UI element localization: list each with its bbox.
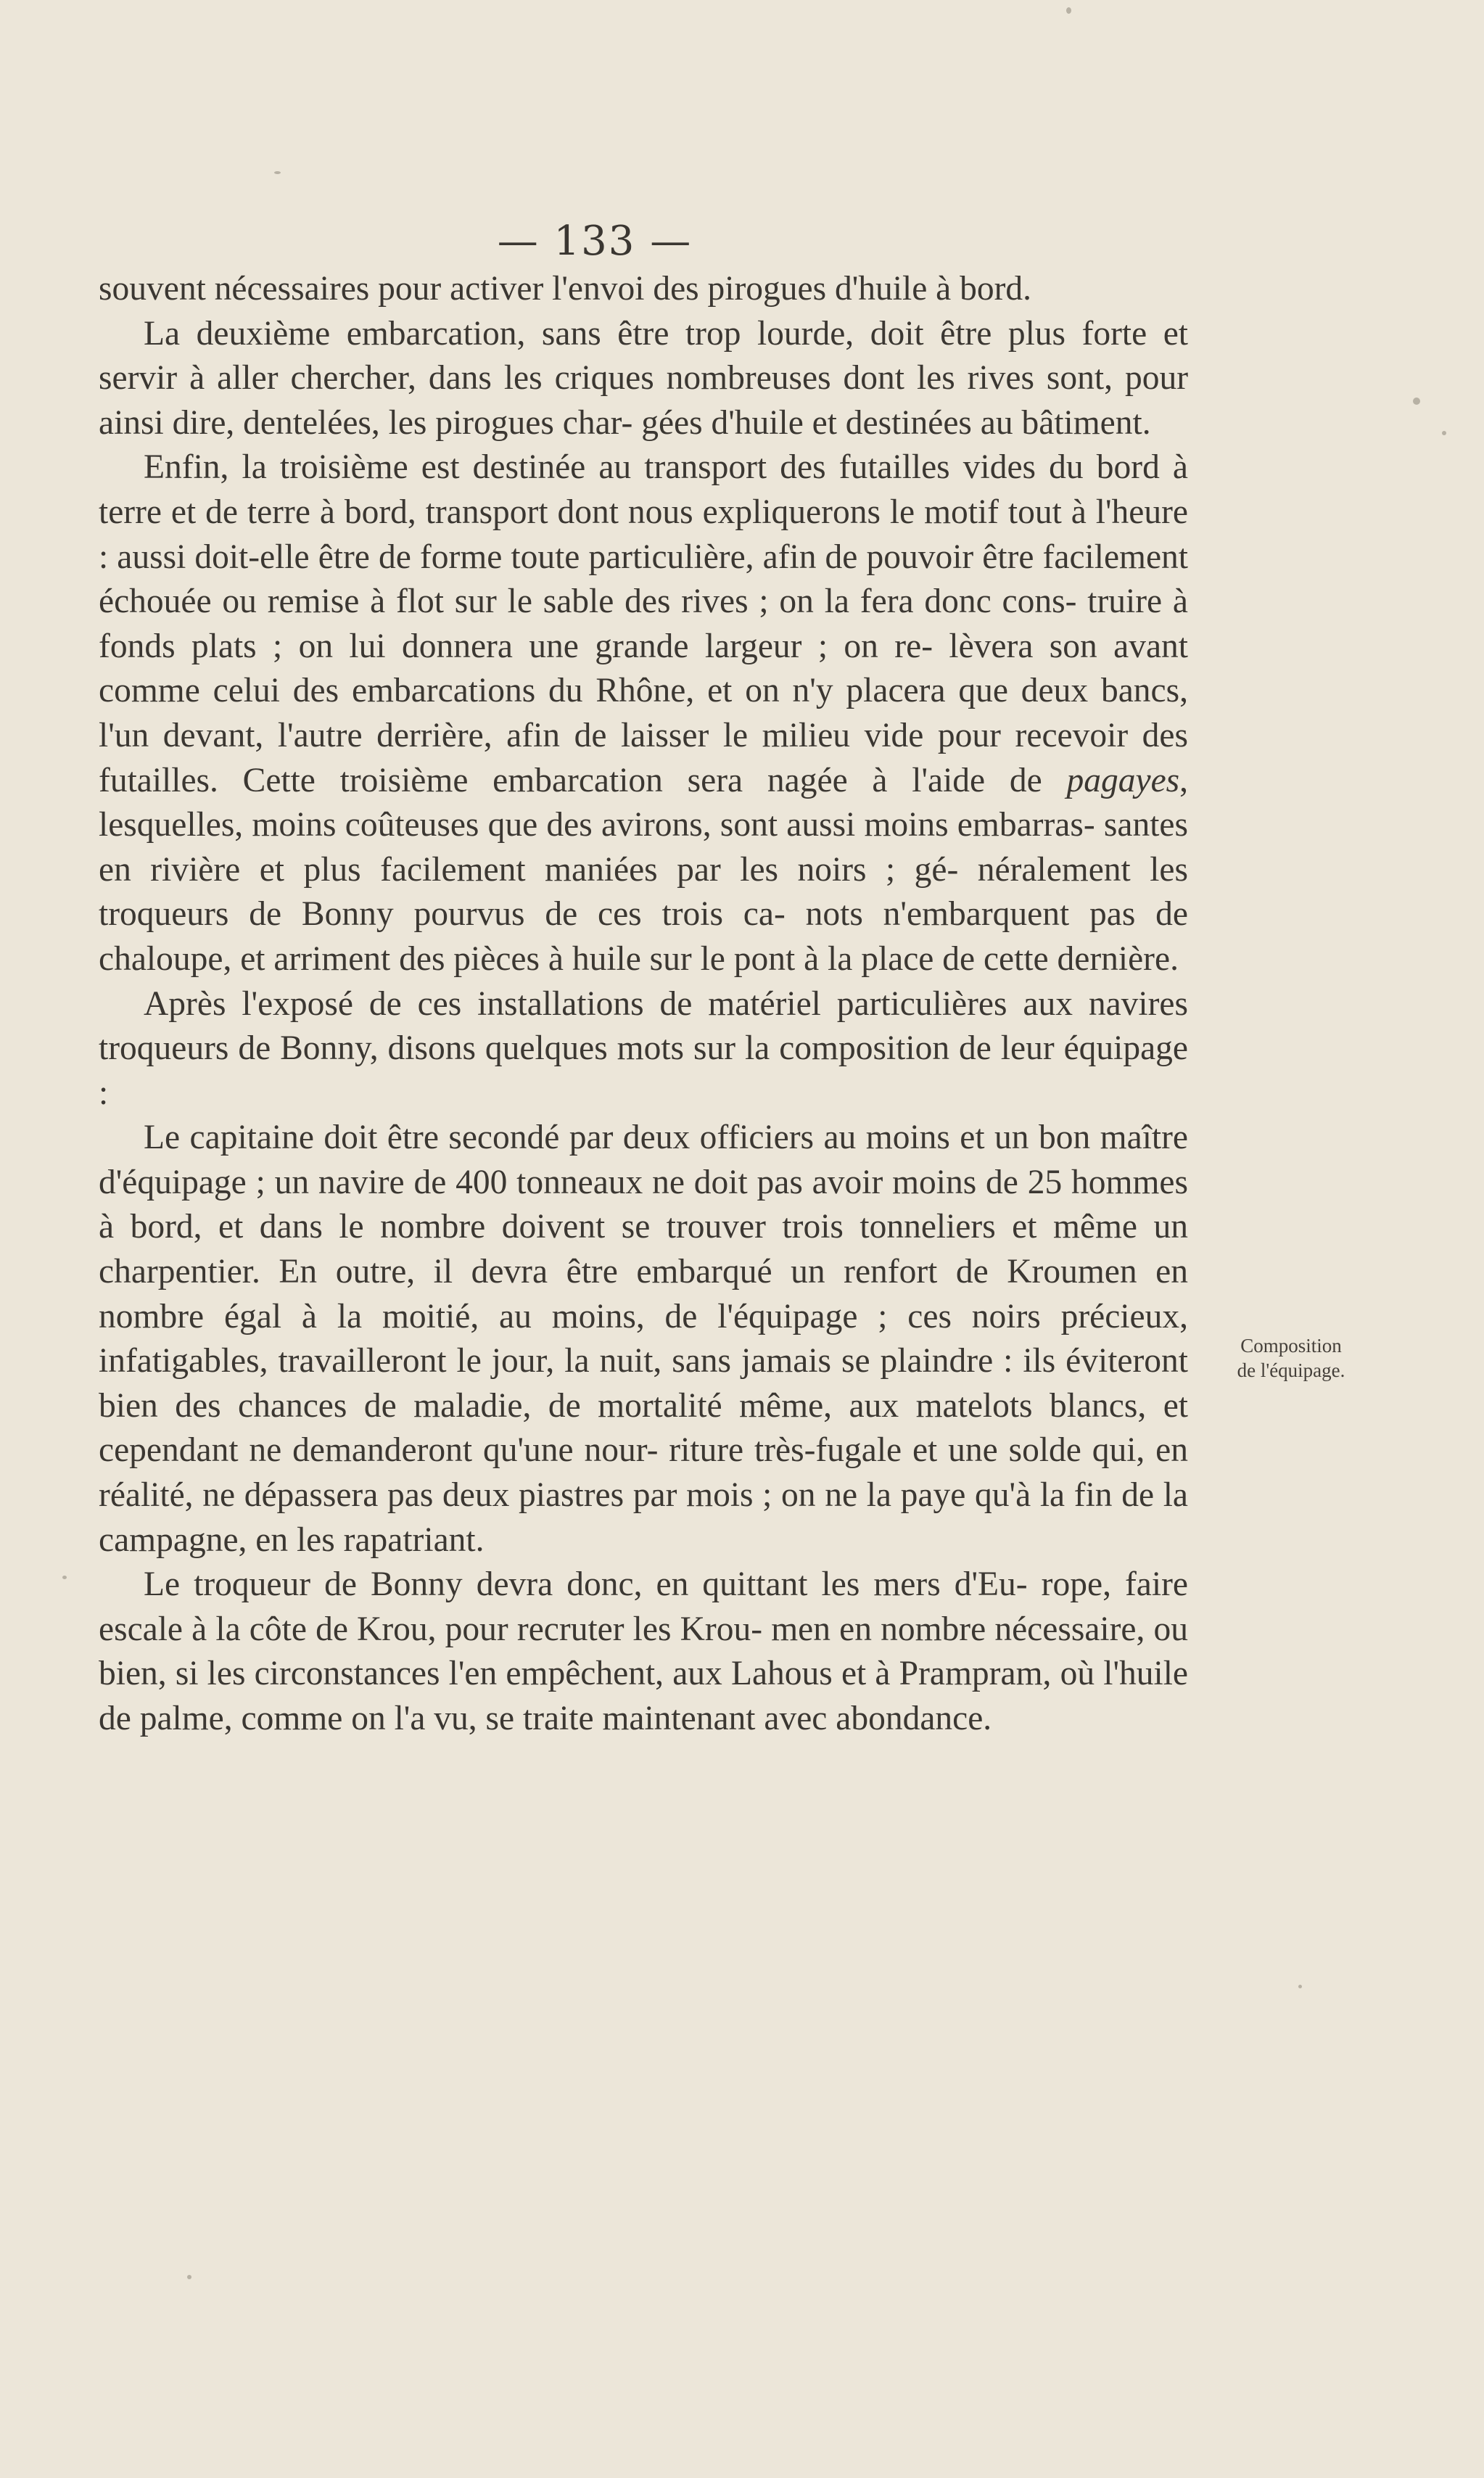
body-text: [99, 267, 1188, 1742]
text-line: expliquerons le motif tout à l'heure : aussi doit-elle être de: [99, 493, 1188, 576]
text-line: composition de leur équipage :: [99, 1029, 1189, 1112]
text-line: riture très-fugale et une solde qui, en réalité, ne dépassera pas: [99, 1431, 1188, 1515]
text-line: rope, faire escale à la côte de Krou, pour recruter les Krou-: [99, 1565, 1188, 1648]
paragraph-4: [99, 982, 1188, 1116]
text-line: doivent se trouver trois tonneliers et même un charpentier. En: [99, 1208, 1188, 1291]
text-line: santes en rivière et plus facilement maniées par les noirs ; gé-: [99, 806, 1189, 889]
text-line: ou remise à flot sur le sable des rives ; on la fera donc cons-: [222, 583, 1077, 621]
paragraph-6: [99, 1563, 1188, 1741]
text-line: souvent nécessaires pour activer l'envoi des pirogues d'huile à bord.: [99, 270, 1032, 308]
text-line: on n'y placera que deux bancs, l'un devant, l'autre derrière,: [99, 672, 1188, 754]
margin-note-line: Composition: [1240, 1335, 1342, 1357]
text-line: afin de laisser le milieu vide pour recevoir des futailles. Cette: [99, 716, 1189, 799]
text-line: un bon maître d'équipage ; un navire de 400 tonneaux ne doit: [99, 1119, 1189, 1201]
text-line: plus forte et servir à aller chercher, dans les criques nombreuses: [99, 314, 1189, 398]
text-line: infatigables, travailleront le jour, la nuit, sans jamais se plaindre :: [99, 1342, 1013, 1380]
page-number: — 133 —: [497, 218, 693, 265]
text-line: forme toute particulière, afin de pouvoir être facilement échouée: [99, 538, 1188, 621]
paper-speck: [62, 1576, 67, 1579]
text-line: men en nombre nécessaire, ou bien, si les circonstances l'en: [99, 1610, 1189, 1693]
text-line: Le capitaine doit être secondé par deux officiers au moins et: [144, 1119, 985, 1157]
text-line: en les rapatriant.: [255, 1520, 485, 1559]
text-line: vides du bord à terre et de terre à bord, transport dont nous: [99, 448, 1189, 531]
text-line: nots n'embarquent pas de chaloupe, et arriment des pièces à: [99, 895, 1188, 978]
text-line: néralement les troqueurs de Bonny pourvus de ces trois ca-: [99, 850, 1188, 934]
text-line: deux piastres par mois ; on ne la paye qu'à la fin de la campagne,: [99, 1476, 1189, 1559]
text-line: gées d'huile et destinées au bâtiment.: [641, 403, 1151, 442]
text-line: truire à fonds plats ; on lui donnera une grande largeur ; on re-: [99, 583, 1189, 665]
paper-speck: [1442, 431, 1446, 435]
text-line: pas avoir moins de 25 hommes à bord, et dans le nombre: [99, 1163, 1188, 1246]
margin-note: [1197, 1333, 1385, 1383]
text-line: comme on l'a vu, se traite maintenant avec abondance.: [241, 1700, 992, 1737]
margin-note-line: de l'équipage.: [1237, 1359, 1345, 1381]
paper-speck: [187, 2275, 191, 2279]
text-line: dont les rives sont, pour ainsi dire, dentelées, les pirogues char-: [99, 359, 1189, 442]
text-line: outre, il devra être embarqué un renfort de Kroumen en nombre: [99, 1253, 1188, 1335]
text-line: aux navires troqueurs de Bonny, disons quelques mots sur la: [99, 984, 1189, 1068]
text-line: Le troqueur de Bonny devra donc, en quittant les mers d'Eu-: [144, 1565, 1028, 1604]
paper-speck: [1298, 1985, 1302, 1988]
text-line: égal à la moitié, au moins, de l'équipage ; ces noirs précieux,: [223, 1297, 1189, 1335]
paragraph-2: [99, 312, 1188, 446]
paper-speck: [274, 171, 281, 174]
paper-speck: [1066, 7, 1071, 14]
paragraph-1: [99, 267, 1188, 312]
text-line: ils éviteront bien des chances de maladie, de mortalité même,: [99, 1342, 1188, 1425]
text-line: Après l'exposé de ces installations de matériel particulières: [144, 984, 1007, 1023]
text-line: La deuxième embarcation, sans être trop lourde, doit être: [144, 314, 992, 353]
text-line: empêchent, aux Lahous et à Prampram, où l'huile de palme,: [99, 1655, 1188, 1737]
text-line: lèvera son avant comme celui des embarcations du Rhône, et: [99, 627, 1188, 710]
paper-speck: [1413, 398, 1420, 405]
text-line: troisième embarcation sera nagée à l'aide de pagayes, lesquelles,: [99, 761, 1189, 844]
paragraph-5: [99, 1116, 1188, 1563]
text-line: Enfin, la troisième est destinée au transport des futailles: [144, 448, 950, 487]
paragraph-3: [99, 445, 1188, 981]
italic-term: pagayes: [1066, 761, 1180, 799]
text-line: huile sur le pont à la place de cette dernière.: [572, 939, 1179, 978]
text-line: moins coûteuses que des avirons, sont aussi moins embarras-: [252, 806, 1095, 844]
text-line: aux matelots blancs, et cependant ne demanderont qu'une nour-: [99, 1386, 1189, 1470]
